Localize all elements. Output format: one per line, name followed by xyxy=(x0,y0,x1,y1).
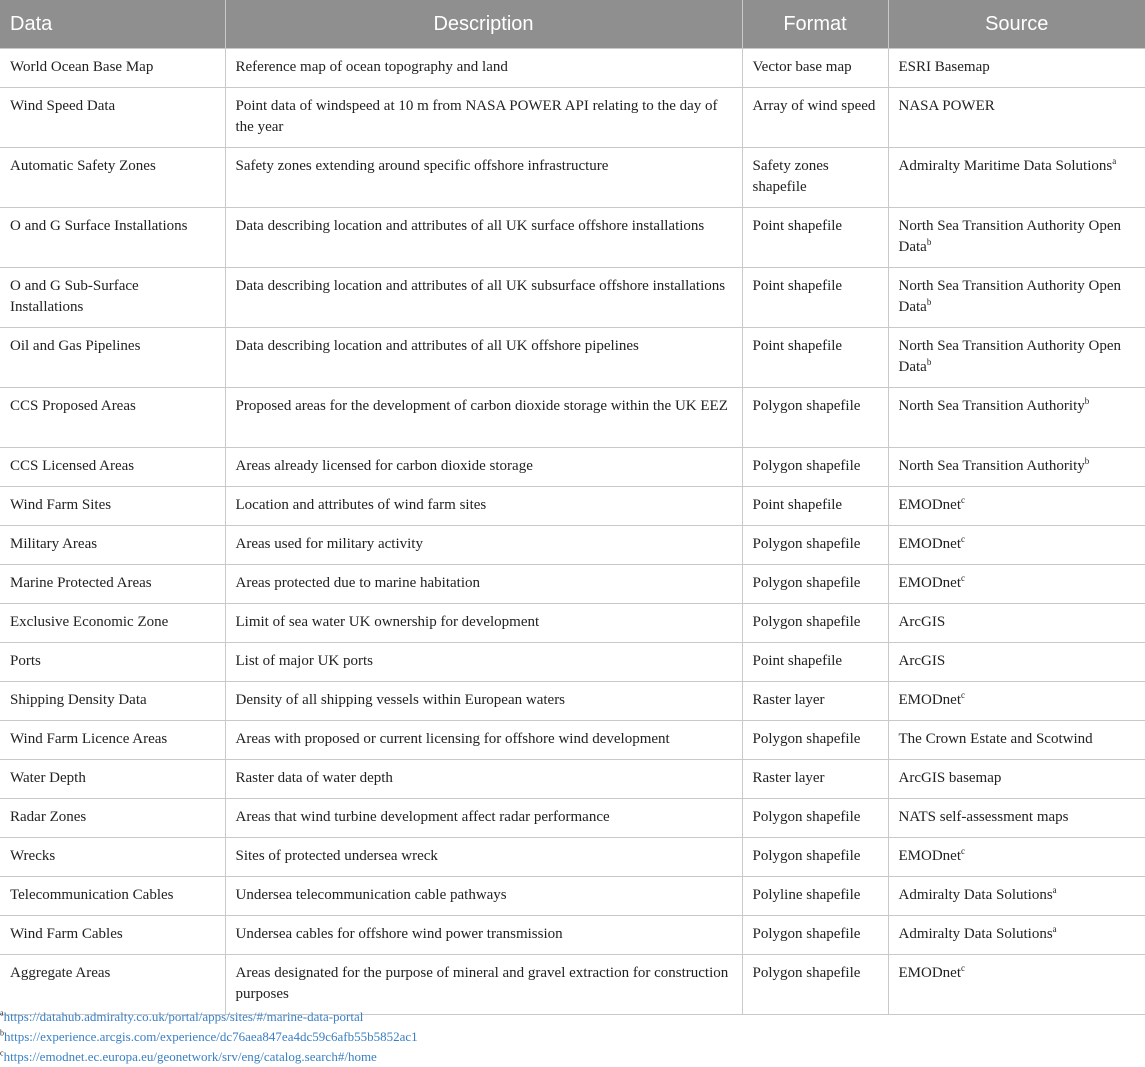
source-text: North Sea Transition Authority xyxy=(898,398,1085,414)
cell-source xyxy=(888,955,1145,1015)
table-row xyxy=(0,268,1145,328)
cell-description: Areas designated for the purpose of mineral and gravel extraction for construction purposes xyxy=(225,955,742,1015)
cell-format: Polygon shapefile xyxy=(742,955,888,1015)
cell-description: Data describing location and attributes of all UK subsurface offshore installations xyxy=(225,268,742,328)
footnote-b xyxy=(0,1027,418,1047)
cell-data: Wind Farm Sites xyxy=(0,487,225,526)
footnote-c xyxy=(0,1047,418,1067)
source-text: Admiralty Data Solutions xyxy=(898,887,1053,903)
cell-data: Radar Zones xyxy=(0,799,225,838)
cell-source xyxy=(888,208,1145,268)
cell-format: Safety zones shapefile xyxy=(742,148,888,208)
table-header-row xyxy=(0,0,1145,49)
cell-data: O and G Surface Installations xyxy=(0,208,225,268)
cell-format: Polygon shapefile xyxy=(742,604,888,643)
cell-description: Density of all shipping vessels within European waters xyxy=(225,682,742,721)
table-row xyxy=(0,916,1145,955)
table-row xyxy=(0,760,1145,799)
cell-source xyxy=(888,328,1145,388)
source-text: Admiralty Maritime Data Solutions xyxy=(898,158,1113,174)
footnote-marker: a xyxy=(0,1008,4,1018)
footnote-link[interactable]: https://experience.arcgis.com/experience/dc76aea847ea4dc59c6afb55b5852ac1 xyxy=(4,1029,418,1044)
table-row xyxy=(0,328,1145,388)
cell-data: Wind Farm Cables xyxy=(0,916,225,955)
cell-source xyxy=(888,88,1145,148)
source-text: EMODnet xyxy=(898,965,961,981)
table-row xyxy=(0,448,1145,487)
cell-source xyxy=(888,916,1145,955)
source-text: ESRI Basemap xyxy=(898,59,990,75)
cell-description: Location and attributes of wind farm sites xyxy=(225,487,742,526)
cell-description: Areas used for military activity xyxy=(225,526,742,565)
cell-data: CCS Proposed Areas xyxy=(0,388,225,448)
cell-source xyxy=(888,760,1145,799)
cell-source xyxy=(888,526,1145,565)
source-text: Admiralty Data Solutions xyxy=(898,926,1053,942)
footnote-mark: c xyxy=(961,846,965,856)
source-text: North Sea Transition Authority Open Data xyxy=(898,218,1122,255)
cell-format: Raster layer xyxy=(742,760,888,799)
cell-source xyxy=(888,148,1145,208)
cell-source xyxy=(888,268,1145,328)
cell-description: Reference map of ocean topography and land xyxy=(225,49,742,88)
cell-description: Areas already licensed for carbon dioxide storage xyxy=(225,448,742,487)
cell-data: Shipping Density Data xyxy=(0,682,225,721)
table-row xyxy=(0,838,1145,877)
cell-description: List of major UK ports xyxy=(225,643,742,682)
cell-source xyxy=(888,799,1145,838)
footnote-a xyxy=(0,1007,418,1027)
cell-data: Military Areas xyxy=(0,526,225,565)
source-text: North Sea Transition Authority xyxy=(898,458,1085,474)
cell-data: Telecommunication Cables xyxy=(0,877,225,916)
cell-source xyxy=(888,487,1145,526)
source-text: EMODnet xyxy=(898,692,961,708)
footnote-mark: a xyxy=(1052,885,1057,895)
cell-data: CCS Licensed Areas xyxy=(0,448,225,487)
footnote-mark: c xyxy=(961,573,965,583)
source-text: North Sea Transition Authority Open Data xyxy=(898,338,1122,375)
footnote-mark: b xyxy=(1084,456,1090,466)
cell-format: Point shapefile xyxy=(742,268,888,328)
cell-description: Proposed areas for the development of carbon dioxide storage within the UK EEZ xyxy=(225,388,742,448)
cell-data: Automatic Safety Zones xyxy=(0,148,225,208)
footnote-mark: a xyxy=(1052,924,1057,934)
cell-format: Point shapefile xyxy=(742,487,888,526)
column-header-description: Description xyxy=(225,0,742,49)
table-row xyxy=(0,148,1145,208)
cell-source xyxy=(888,643,1145,682)
cell-source xyxy=(888,388,1145,448)
table-body xyxy=(0,49,1145,1015)
table-row xyxy=(0,643,1145,682)
cell-format: Raster layer xyxy=(742,682,888,721)
cell-data: Oil and Gas Pipelines xyxy=(0,328,225,388)
source-text: NASA POWER xyxy=(898,98,995,114)
cell-source xyxy=(888,721,1145,760)
cell-description: Areas with proposed or current licensing for offshore wind development xyxy=(225,721,742,760)
cell-data: Exclusive Economic Zone xyxy=(0,604,225,643)
cell-data: Marine Protected Areas xyxy=(0,565,225,604)
source-text: NATS self-assessment maps xyxy=(898,809,1069,825)
table-row xyxy=(0,721,1145,760)
cell-format: Polygon shapefile xyxy=(742,565,888,604)
table-row xyxy=(0,208,1145,268)
source-text: North Sea Transition Authority Open Data xyxy=(898,278,1122,315)
table-row xyxy=(0,682,1145,721)
cell-data: World Ocean Base Map xyxy=(0,49,225,88)
source-text: ArcGIS basemap xyxy=(898,770,1002,786)
footnote-link[interactable]: https://emodnet.ec.europa.eu/geonetwork/srv/eng/catalog.search#/home xyxy=(3,1049,377,1064)
footnote-mark: a xyxy=(1112,156,1117,166)
cell-format: Polygon shapefile xyxy=(742,448,888,487)
cell-description: Data describing location and attributes of all UK surface offshore installations xyxy=(225,208,742,268)
table-row xyxy=(0,799,1145,838)
footnote-mark: b xyxy=(926,297,932,307)
column-header-format: Format xyxy=(742,0,888,49)
footnote-mark: c xyxy=(961,963,965,973)
table-row xyxy=(0,526,1145,565)
source-text: EMODnet xyxy=(898,575,961,591)
cell-source xyxy=(888,49,1145,88)
cell-format: Point shapefile xyxy=(742,643,888,682)
cell-source xyxy=(888,565,1145,604)
table-row xyxy=(0,565,1145,604)
cell-description: Undersea cables for offshore wind power transmission xyxy=(225,916,742,955)
cell-format: Point shapefile xyxy=(742,208,888,268)
table-row xyxy=(0,487,1145,526)
cell-source xyxy=(888,448,1145,487)
source-text: The Crown Estate and Scotwind xyxy=(898,731,1093,747)
cell-data: Wind Speed Data xyxy=(0,88,225,148)
table-row xyxy=(0,877,1145,916)
cell-format: Vector base map xyxy=(742,49,888,88)
column-header-data: Data xyxy=(0,0,225,49)
footnote-link[interactable]: https://datahub.admiralty.co.uk/portal/apps/sites/#/marine-data-portal xyxy=(3,1009,364,1024)
footnote-mark: c xyxy=(961,690,965,700)
footnote-mark: c xyxy=(961,534,965,544)
footnote-marker: b xyxy=(0,1028,4,1038)
cell-format: Polygon shapefile xyxy=(742,526,888,565)
cell-source xyxy=(888,682,1145,721)
cell-data: Wind Farm Licence Areas xyxy=(0,721,225,760)
table-row xyxy=(0,955,1145,1015)
cell-format: Polygon shapefile xyxy=(742,799,888,838)
cell-description: Raster data of water depth xyxy=(225,760,742,799)
cell-format: Polygon shapefile xyxy=(742,388,888,448)
cell-data: Wrecks xyxy=(0,838,225,877)
cell-description: Sites of protected undersea wreck xyxy=(225,838,742,877)
source-text: EMODnet xyxy=(898,497,961,513)
cell-description: Undersea telecommunication cable pathways xyxy=(225,877,742,916)
cell-data: O and G Sub-Surface Installations xyxy=(0,268,225,328)
cell-description: Safety zones extending around specific offshore infrastructure xyxy=(225,148,742,208)
source-text: EMODnet xyxy=(898,848,961,864)
source-text: EMODnet xyxy=(898,536,961,552)
cell-data: Ports xyxy=(0,643,225,682)
source-text: ArcGIS xyxy=(898,614,946,630)
cell-format: Polygon shapefile xyxy=(742,838,888,877)
cell-source xyxy=(888,877,1145,916)
cell-format: Polygon shapefile xyxy=(742,916,888,955)
cell-description: Areas protected due to marine habitation xyxy=(225,565,742,604)
cell-format: Array of wind speed xyxy=(742,88,888,148)
footnote-mark: c xyxy=(961,495,965,505)
cell-format: Point shapefile xyxy=(742,328,888,388)
table-row xyxy=(0,604,1145,643)
cell-description: Limit of sea water UK ownership for development xyxy=(225,604,742,643)
table-row xyxy=(0,388,1145,448)
table-row xyxy=(0,49,1145,88)
cell-format: Polyline shapefile xyxy=(742,877,888,916)
cell-data: Water Depth xyxy=(0,760,225,799)
cell-description: Data describing location and attributes of all UK offshore pipelines xyxy=(225,328,742,388)
footnote-mark: b xyxy=(926,237,932,247)
source-text: ArcGIS xyxy=(898,653,946,669)
cell-data: Aggregate Areas xyxy=(0,955,225,1015)
cell-source xyxy=(888,604,1145,643)
footnote-marker: c xyxy=(0,1048,4,1058)
cell-source xyxy=(888,838,1145,877)
cell-format: Polygon shapefile xyxy=(742,721,888,760)
column-header-source: Source xyxy=(888,0,1145,49)
footnote-mark: b xyxy=(1084,396,1090,406)
cell-description: Point data of windspeed at 10 m from NASA POWER API relating to the day of the year xyxy=(225,88,742,148)
footnotes xyxy=(0,1007,418,1067)
footnote-mark: b xyxy=(926,357,932,367)
cell-description: Areas that wind turbine development affect radar performance xyxy=(225,799,742,838)
table-row xyxy=(0,88,1145,148)
